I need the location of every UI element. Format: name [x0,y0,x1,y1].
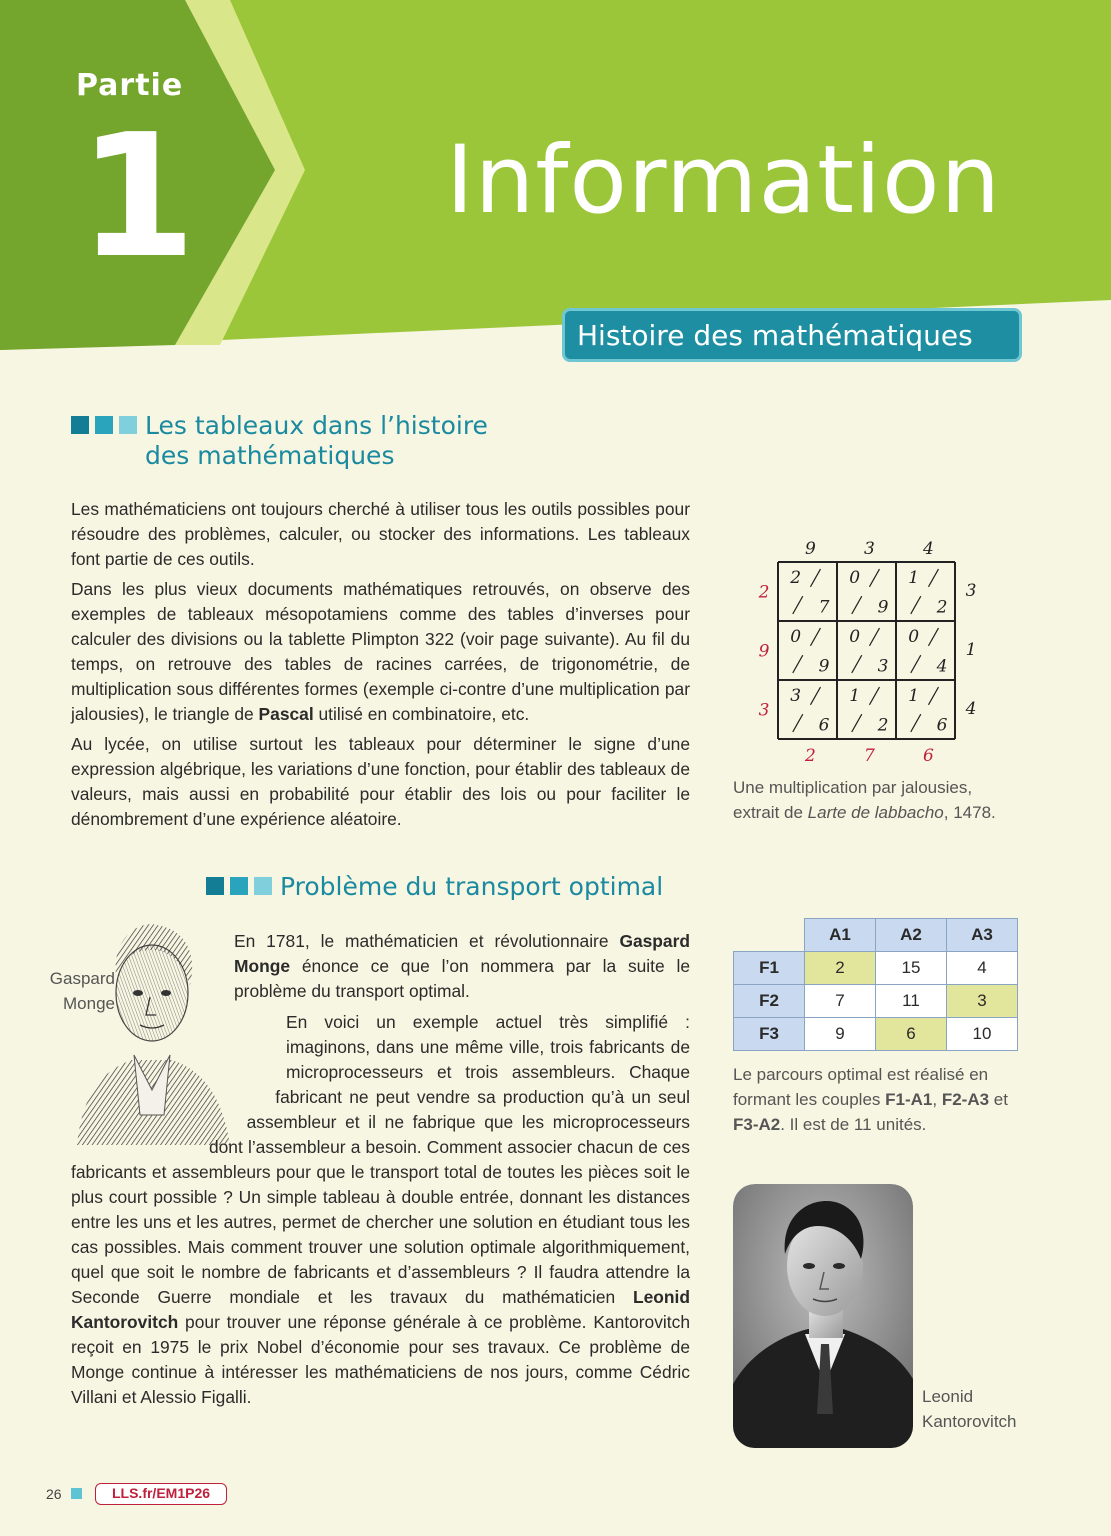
diagonal-stroke [869,687,879,705]
resource-link-text[interactable]: LLS.fr/EM1P26 [111,1485,211,1501]
resource-link[interactable] [95,1483,227,1505]
diagonal-stroke [810,569,820,587]
text-run: énonce ce que l’on nommera par la suite le problème du transport optimal. [234,956,690,1001]
units-digit: 6 [818,715,830,736]
pair-label: F1-A1 [885,1090,933,1109]
table-header-row [734,919,1018,952]
column-header: A1 [805,919,876,952]
section-heading-transport: Problème du transport optimal [280,872,664,901]
diagonal-stroke [852,655,862,673]
paragraph: Les mathématiciens ont toujours cherché à utiliser tous les outils possibles pour résoudre des problèmes, calculer, ou stocker des informations. Les tableaux font partie de ces outils. [71,499,690,569]
diagonal-stroke [852,714,862,732]
bold-name: Leonid Kantorovitch [71,1287,690,1332]
diagonal-stroke [793,655,803,673]
heading-line: Les tableaux dans l’histoire [145,411,488,440]
heading-square-icon [95,416,113,434]
row-header: F3 [734,1018,805,1051]
jalousie-caption [733,775,1033,825]
transport-distance-table [733,918,1018,1051]
table-cell: 3 [947,985,1018,1018]
monge-caption [40,966,115,1016]
text-run: et [989,1090,1008,1109]
top-factor-digit: 9 [805,539,816,559]
diagonal-stroke [852,596,862,614]
diagonal-stroke [793,714,803,732]
left-result-digit: 3 [758,700,770,721]
diagonal-stroke [928,569,938,587]
units-digit: 9 [877,597,889,618]
section-heading-tables [145,411,488,471]
table-row [734,985,1018,1018]
part-number: 1 [78,98,197,296]
table-cell: 7 [805,985,876,1018]
tens-digit: 2 [790,568,802,589]
caption-line: Monge [63,994,115,1013]
table-corner [734,919,805,952]
left-result-digit: 2 [758,582,770,603]
units-digit: 2 [936,597,948,618]
table-cell: 6 [876,1018,947,1051]
kantorovitch-caption [922,1384,1032,1434]
heading-square-icon [119,416,137,434]
text-run: . Il est de 11 unités. [780,1115,927,1134]
top-factor-digit: 4 [923,539,934,559]
diagonal-stroke [911,714,921,732]
tens-digit: 0 [908,627,920,648]
table-cell: 2 [805,952,876,985]
heading-square-icon [230,877,248,895]
caption-line: Leonid [922,1387,974,1406]
caption-line: Kantorovitch [922,1412,1017,1431]
diagonal-stroke [869,628,879,646]
units-digit: 9 [818,656,830,677]
subtitle-badge [562,308,1022,362]
part-label: Partie [76,68,184,103]
bottom-result-digit: 6 [923,746,934,766]
caption-line: Une multiplication par jalousies, [733,778,973,797]
section2-para1 [234,929,690,1004]
diagonal-stroke [928,687,938,705]
bold-name: Pascal [258,704,314,724]
left-result-digit: 9 [758,641,770,662]
paragraph: Au lycée, on utilise surtout les tableaux pour déterminer le signe d’une expression algébrique, les variations d’une fonction, pour établir des tableaux de valeurs, mais aussi en probabilité pour établir des lois ou pour faciliter le dénombrement d’une expérience aléatoire. [71,734,690,829]
text-run: Le parcours optimal est réalisé en formant les couples [733,1065,989,1109]
bottom-result-digit: 2 [805,746,816,766]
diagonal-stroke [869,569,879,587]
units-digit: 6 [936,715,948,736]
heading-square-icon [206,877,224,895]
right-factor-digit: 3 [965,581,977,602]
caption-line: Gaspard [49,969,115,988]
row-header: F2 [734,985,805,1018]
heading-square-icon [254,877,272,895]
text-run: , [932,1090,942,1109]
heading-line: des mathématiques [145,441,395,470]
right-factor-digit: 1 [965,640,977,661]
jalousie-multiplication-figure [740,530,1000,770]
table-row [734,952,1018,985]
text-run: Dans les plus vieux documents mathématiques retrouvés, on observe des exemples de tableaux mésopotamiens comme des tables d’inverses pour calculer des divisions ou la tablette Plimpton 322 (voir page suivante). Au fil du temps, on retrouve des tables de racines carrées, de trigonométrie, de multiplication sous différentes formes (exemple ci-contre d’une multiplication par jalousies), le triangle de [71,579,690,724]
text-run: pour trouver une réponse générale à ce problème. Kantorovitch reçoit en 1975 le prix Nobel d’économie pour ses travaux. Ce problème de Monge continue à intéresser les mathématiciens de nos jours, comme Cédric Villani et Alessio Figalli. [71,1312,690,1407]
tens-digit: 0 [849,568,861,589]
tens-digit: 1 [849,686,861,707]
text-run: , 1478. [943,803,996,822]
units-digit: 3 [877,656,889,677]
text-run: En 1781, le mathématicien et révolutionnaire [234,931,620,951]
table-cell: 10 [947,1018,1018,1051]
bottom-result-digit: 7 [864,746,875,766]
section1-body [71,497,690,837]
page-title: Information [446,126,1002,235]
units-digit: 7 [818,597,830,618]
column-header: A2 [876,919,947,952]
table-cell: 9 [805,1018,876,1051]
leonid-kantorovitch-photo [733,1184,913,1448]
paragraph [71,577,690,727]
units-digit: 4 [936,656,948,677]
table-row [734,1018,1018,1051]
diagonal-stroke [911,596,921,614]
caption-line [733,800,1033,825]
bold-name: Gaspard Monge [234,931,690,976]
table-cell: 4 [947,952,1018,985]
tens-digit: 0 [849,627,861,648]
column-header: A3 [947,919,1018,952]
table-cell: 15 [876,952,947,985]
subtitle-text: Histoire des mathématiques [577,319,973,352]
tens-digit: 3 [790,686,802,707]
pair-label: F2-A3 [941,1090,990,1109]
tens-digit: 0 [790,627,802,648]
diagonal-stroke [928,628,938,646]
book-title: Larte de labbacho [807,803,944,822]
tens-digit: 1 [908,568,920,589]
diagonal-stroke [810,687,820,705]
diagonal-stroke [810,628,820,646]
units-digit: 2 [877,715,889,736]
pair-label: F3-A2 [733,1115,781,1134]
row-header: F1 [734,952,805,985]
heading-square-icon [71,416,89,434]
table-cell: 11 [876,985,947,1018]
top-factor-digit: 3 [864,539,875,559]
text-run: extrait de [733,803,808,822]
text-run: En voici un exemple actuel très simplifié : imaginons, dans une même ville, trois fabricants de microprocesseurs et trois assembleurs. Chaque fabricant ne peut vendre sa production qu’à un seul assembleur et il ne fabrique que les microprocesseurs dont l’assembleur a besoin. Comment associer chacun de ces fabricants et assembleurs pour que le transport total de toutes les pièces soit le plus court possible ? Un simple tableau à double entrée, donnant les distances entre les uns et les autres, permet de chercher une solution en étudiant tous les cas possibles. Mais comment trouver une solution optimale algorithmiquement, quel que soit le nombre de fabricants et d’assembleurs ? Il faudra attendre la Seconde Guerre mondiale et les travaux du mathématicien [71,1012,690,1307]
footer-square-icon [71,1488,82,1499]
diagonal-stroke [793,596,803,614]
transport-caption [733,1062,1023,1137]
page-number: 26 [46,1486,62,1502]
right-factor-digit: 4 [965,699,977,720]
section2-para2 [71,1010,690,1410]
text-run: utilisé en combinatoire, etc. [313,704,530,724]
tens-digit: 1 [908,686,920,707]
diagonal-stroke [911,655,921,673]
